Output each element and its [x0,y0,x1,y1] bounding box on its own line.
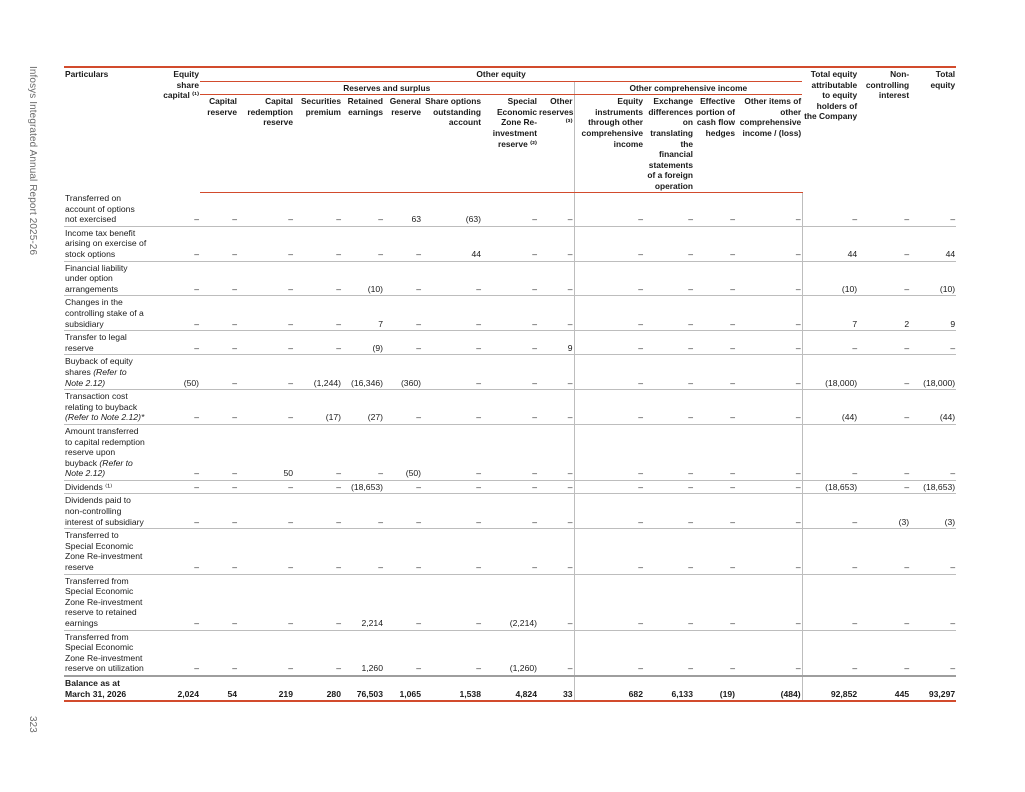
cell-value: – [567,283,573,294]
report-side-title: Infosys Integrated Annual Report 2025-26 [27,66,38,256]
cell-value: – [532,481,537,492]
cell-value: – [476,377,481,388]
table-row [64,390,956,425]
cell-value: – [378,562,383,573]
cell-value: – [416,412,421,423]
cell-value: – [904,342,910,353]
cell-value: – [194,516,199,527]
cell-value: – [532,377,537,388]
header-total-attributable: Total equity attributable to equity holders of the Company [802,67,858,192]
cell-value: – [574,355,644,390]
cell-value: – [574,192,644,226]
cell-value: – [567,468,573,479]
cell-value: – [336,468,341,479]
cell-value: – [532,342,537,353]
cell-value: – [730,214,735,225]
cell-value: – [688,481,693,492]
cell-value: 9 [567,342,573,353]
row-label [64,355,148,390]
cell-value: (44) [939,412,956,423]
cell-value: – [288,283,293,294]
cell-value: – [194,249,199,259]
row-note-reference: (Refer to Note 2.12) [65,457,133,479]
cell-value: – [567,377,573,388]
cell-value: – [378,249,383,259]
cell-value: – [688,663,693,674]
cell-value: – [795,562,801,573]
cell-value: – [288,618,293,628]
cell-value: – [194,342,199,353]
cell-value: – [574,296,644,331]
cell-value: – [904,663,910,674]
cell-value: – [567,214,573,225]
cell-value: – [688,562,693,573]
cell-value: – [802,529,858,574]
table-row [64,355,956,390]
cell-value: – [476,468,481,479]
cell-value: – [288,214,293,225]
cell-value: – [567,663,573,674]
row-label-text: Amount transferred to capital redemption reserve upon buyback [65,425,145,468]
header-retained-earnings: Retained earnings [342,95,384,192]
cell-value: – [416,562,421,573]
cell-value: – [476,318,481,329]
cell-value: – [532,249,537,259]
row-label [64,630,148,676]
cell-value: – [950,663,956,674]
row-label [64,529,148,574]
cell-value: – [802,192,858,226]
cell-value: 280 [294,676,342,701]
row-label-text: Transferred from Special Economic Zone Re-investment reserve to retained earnings [65,575,143,628]
cell-value: (50) [183,377,199,388]
cell-value: – [795,663,801,674]
row-label-text: Dividends ⁽¹⁾ [65,481,113,492]
header-cash-flow-hedges: Effective portion of cash flow hedges [694,95,736,192]
cell-value: – [730,618,735,628]
cell-value: – [574,390,644,425]
cell-value: – [904,377,910,388]
cell-value: – [232,214,237,225]
cell-value: 7 [378,318,383,329]
cell-value: – [336,516,341,527]
cell-value: – [336,663,341,674]
cell-value: – [416,249,421,259]
statement-of-changes-in-equity [64,66,956,702]
cell-value: 54 [200,676,238,701]
header-share-options: Share options outstanding account [422,95,482,192]
cell-value: 1,065 [384,676,422,701]
cell-value: – [574,574,644,630]
cell-value: – [476,412,481,423]
row-label [64,480,148,494]
row-label [64,331,148,355]
cell-value: – [730,283,735,294]
cell-value: – [476,481,481,492]
header-equity-instruments-oci: Equity instruments through other comprehensive income [574,95,644,192]
cell-value: (3) [944,516,956,527]
row-label-text: Transferred on account of options not exercised [65,193,135,225]
cell-value: 76,503 [342,676,384,701]
header-other-equity: Other equity [200,67,802,81]
cell-value: – [288,318,293,329]
cell-value: – [795,377,801,388]
cell-value: – [567,516,573,527]
cell-value: – [336,562,341,573]
cell-value: – [336,318,341,329]
cell-value: (18,000) [923,377,956,388]
cell-value: – [532,283,537,294]
cell-value: 50 [283,468,293,479]
cell-value: – [532,214,537,225]
cell-value: – [194,562,199,573]
cell-value: – [416,481,421,492]
header-reserves-and-surplus: Reserves and surplus [200,81,574,95]
table-row [64,424,956,480]
row-note-reference: (Refer to Note 2.12) [65,366,127,388]
cell-value: (484) [736,676,802,701]
cell-value: – [532,468,537,479]
cell-value: (10) [367,283,383,294]
cell-value: 1,260 [361,663,383,674]
cell-value: 44 [945,249,956,259]
row-label-text: Transferred from Special Economic Zone Re-investment reserve on utilization [65,631,144,674]
cell-value: (1,260) [509,663,537,674]
cell-value: (17) [325,412,341,423]
cell-value: 2,024 [148,676,200,701]
cell-value: – [795,249,801,259]
cell-value: – [795,318,801,329]
cell-value: – [574,480,644,494]
cell-value: – [336,342,341,353]
row-label-text: Changes in the controlling stake of a subsidiary [65,297,144,329]
cell-value: – [904,283,910,294]
header-capital-redemption-reserve: Capital redemption reserve [238,95,294,192]
cell-value: – [688,468,693,479]
cell-value: (27) [367,412,383,423]
row-label [64,676,148,701]
cell-value: (63) [465,214,481,225]
cell-value: – [802,494,858,529]
cell-value: – [904,214,910,225]
row-label-text: Income tax benefit arising on exercise of stock options [65,227,147,259]
cell-value: – [476,283,481,294]
cell-value: – [532,516,537,527]
cell-value: – [688,618,693,628]
cell-value: (9) [372,342,383,353]
cell-value: – [416,516,421,527]
cell-value: 6,133 [644,676,694,701]
table-row [64,494,956,529]
cell-value: – [416,663,421,674]
header-total-equity: Total equity [910,67,956,192]
cell-value: – [904,249,910,259]
cell-value: – [795,412,801,423]
cell-value: – [904,562,910,573]
cell-value: – [416,618,421,628]
table-body [64,192,956,701]
cell-value: (1,244) [313,377,341,388]
cell-value: 2,214 [361,618,383,628]
cell-value: – [567,412,573,423]
cell-value: 44 [802,226,858,261]
cell-value: – [232,562,237,573]
cell-value: – [574,261,644,296]
cell-value: – [232,481,237,492]
cell-value: (16,346) [350,377,383,388]
cell-value: – [378,468,383,479]
cell-value: – [795,283,801,294]
header-securities-premium: Securities premium [294,95,342,192]
cell-value: – [688,214,693,225]
cell-value: – [476,562,481,573]
cell-value: – [802,630,858,676]
cell-value: 7 [802,296,858,331]
cell-value: – [567,249,573,259]
cell-value: – [567,618,573,628]
page-number: 323 [27,716,38,733]
cell-value: – [288,562,293,573]
row-label [64,424,148,480]
cell-value: – [950,342,956,353]
cell-value: – [232,516,237,527]
row-label [64,494,148,529]
table-row [64,226,956,261]
cell-value: (10) [939,283,956,294]
header-other-reserves: Other reserves ⁽³⁾ [538,95,574,192]
cell-value: – [950,468,956,479]
row-label [64,192,148,226]
table-row [64,529,956,574]
cell-value: – [567,562,573,573]
cell-value: – [688,412,693,423]
cell-value: – [416,283,421,294]
cell-value: – [288,342,293,353]
table-row [64,480,956,494]
row-label-text: Financial liability under option arrangements [65,262,128,294]
cell-value: – [795,214,801,225]
header-equity-share-capital: Equity share capital ⁽¹⁾ [148,67,200,192]
cell-value: 63 [411,214,421,225]
cell-value: – [232,283,237,294]
row-label-text: Balance as at March 31, 2026 [65,677,127,699]
cell-value: – [795,618,801,628]
row-label-text: Transfer to legal reserve [65,332,127,353]
cell-value: 1,538 [422,676,482,701]
table-row [64,574,956,630]
cell-value: 44 [471,249,481,259]
cell-value: – [730,663,735,674]
cell-value: (18,653) [802,480,858,494]
cell-value: – [532,318,537,329]
cell-value: – [232,249,237,259]
cell-value: – [904,412,910,423]
cell-value: – [730,516,735,527]
cell-value: – [688,377,693,388]
header-sez-reserve: Special Economic Zone Re-investment reserve ⁽²⁾ [482,95,538,192]
balance-row [64,676,956,701]
cell-value: (3) [898,516,910,527]
row-label [64,226,148,261]
cell-value: 445 [858,676,910,701]
cell-value: – [194,663,199,674]
cell-value: – [336,214,341,225]
header-oci: Other comprehensive income [574,81,802,95]
cell-value: 9 [950,318,956,329]
cell-value: – [730,562,735,573]
header-non-controlling: Non-controlling interest [858,67,910,192]
row-label [64,296,148,331]
cell-value: – [904,481,910,492]
header-capital-reserve: Capital reserve [200,95,238,192]
cell-value: – [795,468,801,479]
cell-value: – [476,516,481,527]
cell-value: – [688,283,693,294]
cell-value: – [288,481,293,492]
table-header [64,67,956,192]
cell-value: – [288,412,293,423]
cell-value: – [688,249,693,259]
cell-value: – [416,318,421,329]
cell-value: – [567,318,573,329]
cell-value: – [378,516,383,527]
cell-value: – [232,342,237,353]
cell-value: – [288,377,293,388]
cell-value: (18,653) [350,481,383,492]
cell-value: – [378,214,383,225]
cell-value: – [950,214,956,225]
cell-value: – [232,618,237,628]
cell-value: – [730,412,735,423]
cell-value: – [574,494,644,529]
cell-value: – [567,481,573,492]
table-row [64,192,956,226]
row-label-text: Dividends paid to non-controlling interest of subsidiary [65,495,144,527]
table-row [64,261,956,296]
cell-value: – [336,618,341,628]
cell-value: 33 [538,676,574,701]
cell-value: (44) [802,390,858,425]
cell-value: – [730,377,735,388]
cell-value: 2 [904,318,910,329]
row-label-text: Transaction cost relating to buyback [65,391,138,412]
cell-value: 4,824 [482,676,538,701]
cell-value: – [194,214,199,225]
cell-value: – [476,663,481,674]
cell-value: – [194,481,199,492]
cell-value: – [688,516,693,527]
header-particulars: Particulars [64,67,148,192]
cell-value: 219 [238,676,294,701]
cell-value: – [194,412,199,423]
cell-value: – [336,481,341,492]
cell-value: – [574,226,644,261]
cell-value: (18,000) [802,355,858,390]
cell-value: – [232,412,237,423]
row-note-reference: (Refer to Note 2.12)* [65,412,145,423]
cell-value: – [795,516,801,527]
cell-value: – [194,468,199,479]
cell-value: – [904,468,910,479]
cell-value: – [688,342,693,353]
cell-value: – [232,318,237,329]
cell-value: – [574,529,644,574]
row-label [64,574,148,630]
cell-value: – [416,342,421,353]
row-label-text: Transferred to Special Economic Zone Re-investment reserve [65,530,143,573]
row-label [64,390,148,425]
cell-value: – [232,468,237,479]
cell-value: – [288,663,293,674]
cell-value: – [574,630,644,676]
cell-value: (2,214) [509,618,537,628]
cell-value: – [288,516,293,527]
cell-value: 92,852 [802,676,858,701]
cell-value: – [532,412,537,423]
header-other-items-oci: Other items of other comprehensive income / (loss) [736,95,802,192]
table-row [64,630,956,676]
cell-value: – [232,663,237,674]
cell-value: – [194,618,199,628]
cell-value: – [904,618,910,628]
cell-value: (50) [405,468,421,479]
cell-value: – [802,574,858,630]
cell-value: 93,297 [910,676,956,701]
row-label [64,261,148,296]
cell-value: – [950,618,956,628]
cell-value: (18,653) [923,481,956,492]
cell-value: – [730,318,735,329]
cell-value: – [194,318,199,329]
cell-value: – [802,424,858,480]
cell-value: – [730,249,735,259]
cell-value: – [795,481,801,492]
cell-value: – [730,342,735,353]
cell-value: – [950,562,956,573]
cell-value: – [730,481,735,492]
cell-value: (10) [802,261,858,296]
cell-value: (19) [694,676,736,701]
cell-value: – [574,331,644,355]
cell-value: – [532,562,537,573]
table-row [64,296,956,331]
cell-value: – [802,331,858,355]
cell-value: – [288,249,293,259]
cell-value: – [336,283,341,294]
row-label-text: Buyback of equity shares [65,356,133,377]
header-general-reserve: General reserve [384,95,422,192]
cell-value: – [795,342,801,353]
cell-value: 682 [574,676,644,701]
cell-value: – [730,468,735,479]
cell-value: (360) [400,377,421,388]
cell-value: – [194,283,199,294]
cell-value: – [574,424,644,480]
cell-value: – [476,342,481,353]
header-exchange-differences: Exchange differences on translating the financial statements of a foreign operation [644,95,694,192]
equity-table [64,66,956,702]
table-row [64,331,956,355]
cell-value: – [232,377,237,388]
cell-value: – [688,318,693,329]
cell-value: – [476,618,481,628]
cell-value: – [336,249,341,259]
